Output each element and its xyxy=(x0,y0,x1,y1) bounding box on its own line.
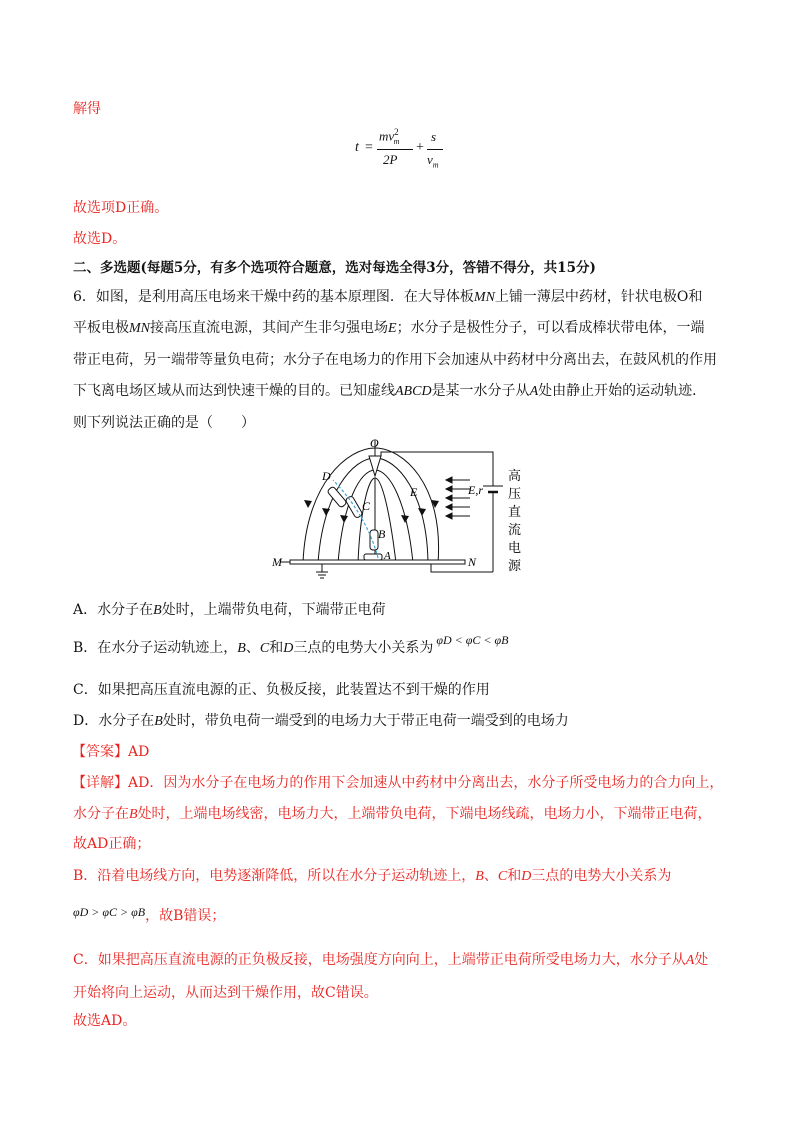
q6-line-5: 则下列说法正确的是（ ） xyxy=(73,415,255,431)
arrow-icon xyxy=(418,508,426,516)
label-er: E,r xyxy=(468,483,483,497)
detail-formula: φD > φC > φB xyxy=(73,905,146,919)
formula-t: t xyxy=(355,140,359,155)
prev-conclusion-1: 故选项D正确。 xyxy=(73,200,169,216)
time-formula xyxy=(355,125,465,175)
svg-text:电: 电 xyxy=(508,540,522,555)
formula-den1: 2P xyxy=(383,152,398,167)
battery-icon xyxy=(483,486,503,572)
molecule-b xyxy=(370,530,378,550)
label-d: D xyxy=(322,469,331,483)
option-b-formula: φD < φC < φB xyxy=(436,633,509,647)
option-d: D．水分子在B处时，带负电荷一端受到的电场力大于带正电荷一端受到的电场力 xyxy=(73,713,569,729)
arrow-icon xyxy=(322,508,330,516)
detail-line-6: C．如果把高压直流电源的正负极反接，电场强度方向向上，上端带正电荷所受电场力大，水分子从A处 xyxy=(73,952,709,968)
ground-icon xyxy=(316,564,328,578)
detail-line-2: 水分子在B处时，上端电场线密，电场力大，上端带负电荷，下端电场线疏，电场力小，下端带正电荷， xyxy=(73,806,712,822)
prev-conclusion-2: 故选D。 xyxy=(73,231,127,247)
option-a: A．水分子在B处时，上端带负电荷，下端带正电荷 xyxy=(73,602,386,618)
solve-label: 解得 xyxy=(73,101,101,117)
svg-text:高: 高 xyxy=(508,468,522,483)
external-field-arrows xyxy=(446,477,470,519)
q6-line-1: 6．如图，是利用高压电场来干燥中药的基本原理图．在大导体板MN上铺一薄层中药材，针状电极O和 xyxy=(73,289,703,305)
label-m: M xyxy=(272,555,282,569)
electric-field-figure xyxy=(272,436,528,588)
detail-line-4: B．沿着电场线方向，电势逐渐降低，所以在水分子运动轨迹上，B、C和D三点的电势大小关系为 xyxy=(73,868,672,884)
q6-line-3: 带正电荷，另一端带等量负电荷；水分子在电场力的作用下会加速从中药材中分离出去，在鼓风机的作用 xyxy=(73,352,717,368)
label-o: O xyxy=(370,436,379,450)
label-e: E xyxy=(410,485,418,499)
svg-text:压: 压 xyxy=(508,486,522,501)
svg-text:流: 流 xyxy=(508,522,522,537)
power-supply-label xyxy=(508,468,522,573)
water-molecules xyxy=(327,486,382,560)
detail-line-3: 故AD正确； xyxy=(73,836,151,852)
molecule-a xyxy=(364,554,382,560)
answer-label: 【答案】AD xyxy=(72,744,150,760)
section-heading: 二、多选题(每题5分，有多个选项符合题意，选对每选全得3分，答错不得分，共15分) xyxy=(73,260,596,276)
detail-line-1: 【详解】AD．因为水分子在电场力的作用下会加速从中药材中分离出去，水分子所受电场力的合力向上， xyxy=(72,775,724,791)
option-c: C．如果把高压直流电源的正、负极反接，此装置达不到干燥的作用 xyxy=(73,682,490,698)
fraction-bar-1 xyxy=(377,149,413,150)
label-b: B xyxy=(378,527,386,541)
svg-text:直: 直 xyxy=(508,504,522,519)
arrow-icon xyxy=(401,515,409,523)
formula-num1: $mv^2_m$ xyxy=(379,127,400,146)
arrow-icon xyxy=(340,515,348,523)
label-n: N xyxy=(468,555,477,569)
detail-line-7: 开始将向上运动，从而达到干燥作用，故C错误。 xyxy=(73,985,378,1001)
formula-plus: + xyxy=(416,140,424,155)
option-b: B．在水分子运动轨迹上，B、C和D三点的电势大小关系为 φD < φC < φB xyxy=(73,633,509,656)
detail-line-8: 故选AD。 xyxy=(73,1013,137,1029)
formula-eq: = xyxy=(365,140,373,155)
formula-num2: s xyxy=(431,129,437,144)
formula-den2: $v_m$ xyxy=(427,152,439,170)
label-c: C xyxy=(362,499,371,513)
plate-mn xyxy=(290,560,465,564)
q6-line-2: 平板电极MN接高压直流电源，其间产生非匀强电场E；水分子是极性分子，可以看成棒状带电体，一端 xyxy=(73,320,705,336)
arrow-icon xyxy=(304,500,312,508)
q6-line-4: 下飞离电场区域从而达到快速干燥的目的。已知虚线ABCD是某一水分子从A处由静止开始的运动轨迹． xyxy=(73,383,707,399)
svg-text:源: 源 xyxy=(508,558,522,573)
detail-line-5: φD > φC > φB，故B错误； xyxy=(73,905,226,924)
label-a: A xyxy=(384,550,391,562)
fraction-bar-2 xyxy=(427,149,443,150)
